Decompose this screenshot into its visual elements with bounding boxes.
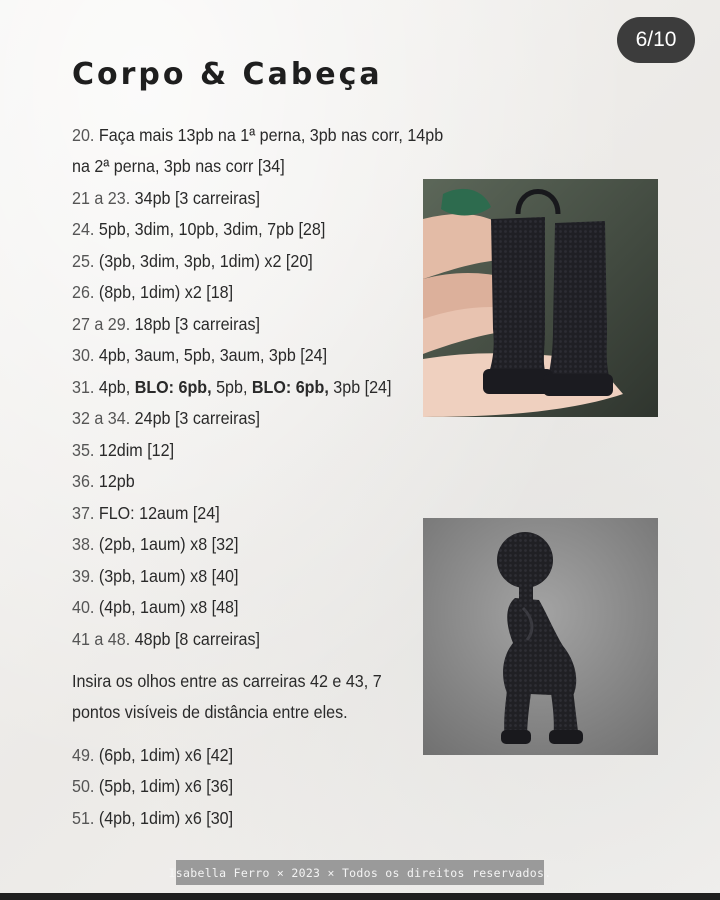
instruction-line: 41 a 48. 48pb [8 carreiras]: [72, 629, 260, 649]
instruction-line: na 2ª perna, 3pb nas corr [34]: [72, 156, 285, 176]
body-head-progress-photo: [423, 518, 658, 755]
instruction-line: 40. (4pb, 1aum) x8 [48]: [72, 597, 239, 617]
bottom-edge-bar: [0, 893, 720, 900]
instruction-line: 49. (6pb, 1dim) x6 [42]: [72, 745, 234, 765]
instruction-line: 24. 5pb, 3dim, 10pb, 3dim, 7pb [28]: [72, 219, 326, 239]
instruction-line: 50. (5pb, 1dim) x6 [36]: [72, 776, 234, 796]
instruction-line: 37. FLO: 12aum [24]: [72, 503, 220, 523]
instruction-line: 31. 4pb, BLO: 6pb, 5pb, BLO: 6pb, 3pb [24]: [72, 377, 392, 397]
instruction-line: 36. 12pb: [72, 471, 135, 491]
eye-placement-note: Insira os olhos entre as carreiras 42 e 43, 7 pontos visíveis de distância entre eles.: [72, 671, 382, 722]
copyright-footer: Isabella Ferro × 2023 × Todos os direitos reservados.: [176, 860, 544, 885]
instruction-line: 51. (4pb, 1dim) x6 [30]: [72, 808, 234, 828]
legs-progress-photo: [423, 179, 658, 417]
instruction-line: 21 a 23. 34pb [3 carreiras]: [72, 188, 260, 208]
instruction-line: 26. (8pb, 1dim) x2 [18]: [72, 282, 234, 302]
instruction-line: 20. Faça mais 13pb na 1ª perna, 3pb nas corr, 14pb: [72, 125, 444, 145]
instruction-line: 30. 4pb, 3aum, 5pb, 3aum, 3pb [24]: [72, 345, 328, 365]
instruction-line: 27 a 29. 18pb [3 carreiras]: [72, 314, 260, 334]
section-title: Corpo & Cabeça: [72, 57, 383, 92]
instruction-line: 35. 12dim [12]: [72, 440, 175, 460]
instruction-line: 39. (3pb, 1aum) x8 [40]: [72, 566, 239, 586]
instruction-line: 25. (3pb, 3dim, 3pb, 1dim) x2 [20]: [72, 251, 313, 271]
instruction-line: 32 a 34. 24pb [3 carreiras]: [72, 408, 260, 428]
page-indicator-badge: 6/10: [617, 17, 695, 63]
instruction-line: 38. (2pb, 1aum) x8 [32]: [72, 534, 239, 554]
